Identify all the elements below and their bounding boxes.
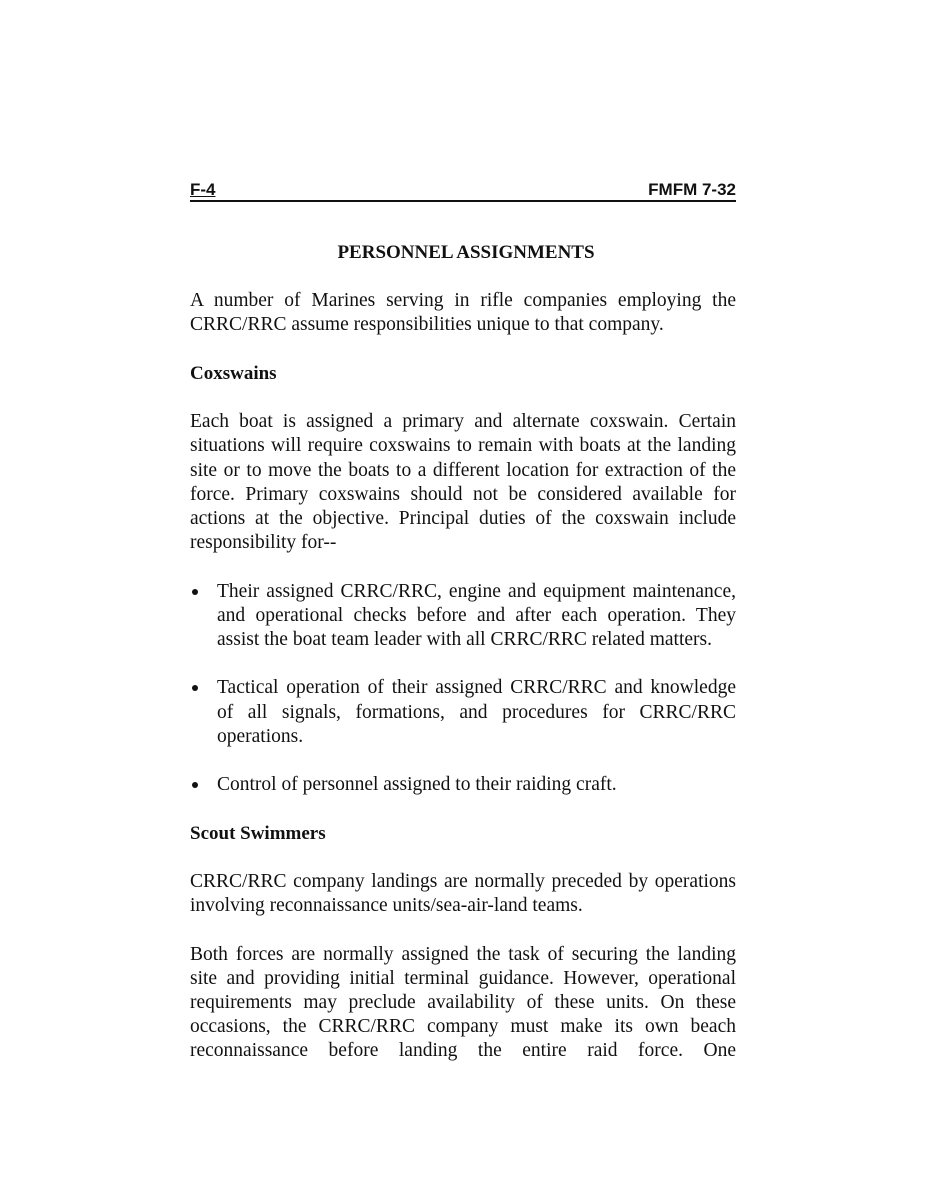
bullet-icon <box>192 589 198 595</box>
bullet-icon <box>192 782 198 788</box>
page-title: PERSONNEL ASSIGNMENTS <box>337 242 595 263</box>
section-heading-coxswains: Coxswains <box>190 362 277 384</box>
coxswains-paragraph: Each boat is assigned a primary and alternate coxswain. Certain situations will require coxswains to remain with boats at the landing site or to move the boats to a different location for extraction of the force. Primary coxswains should not be considered available for actions at the objective. Principal duties of the coxswain include responsibility for-- <box>190 411 736 554</box>
section-heading-scout-swimmers: Scout Swimmers <box>190 822 326 844</box>
list-item <box>190 773 736 797</box>
intro-paragraph: A number of Marines serving in rifle companies employing the CRRC/RRC assume responsibilities unique to that company. <box>190 290 736 336</box>
list-item <box>190 676 736 749</box>
list-item-text: Tactical operation of their assigned CRRC/RRC and knowledge of all signals, formations, and procedures for CRRC/RRC operations. <box>217 677 736 747</box>
list-item <box>190 580 736 653</box>
page-number: F-4 <box>190 180 216 199</box>
bullet-icon <box>192 685 198 691</box>
list-item-text: Control of personnel assigned to their raiding craft. <box>217 774 617 796</box>
page-header <box>190 180 736 202</box>
scout-swimmers-paragraph-2: Both forces are normally assigned the task of securing the landing site and providing initial terminal guidance. However, operational requirements may preclude availability of these units. On these occasions, the CRRC/RRC company must make its own beach reconnaissance before landing the entire raid force. One <box>190 943 736 1062</box>
list-item-text: Their assigned CRRC/RRC, engine and equipment maintenance, and operational checks before and after each operation. They assist the boat team leader with all CRRC/RRC related matters. <box>217 580 736 650</box>
scout-swimmers-paragraph-1: CRRC/RRC company landings are normally preceded by operations involving reconnaissance units/sea-air-land teams. <box>190 870 736 917</box>
coxswain-duties-list <box>190 580 736 798</box>
page-content <box>190 241 736 1088</box>
document-id: FMFM 7-32 <box>648 180 736 199</box>
